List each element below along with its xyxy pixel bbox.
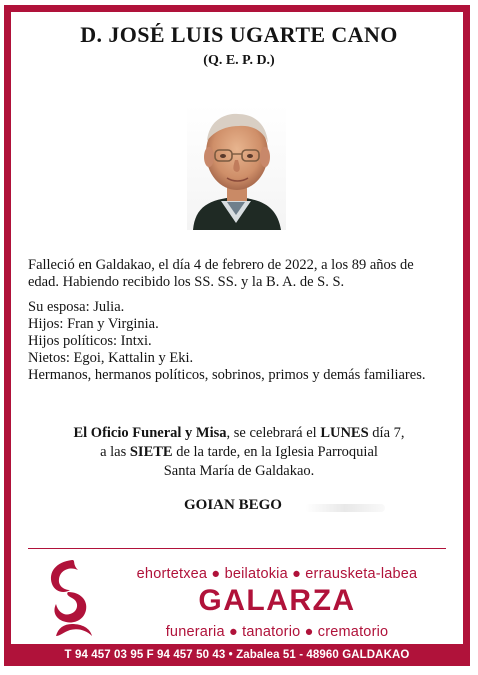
qepd-line: (Q. E. P. D.) bbox=[203, 53, 275, 68]
scan-smudge bbox=[305, 504, 385, 512]
service-line-1 bbox=[0, 424, 478, 443]
services-line-eu: ehortetxea ● beilatokia ● errausketa-labea bbox=[136, 566, 418, 582]
service-text-4: de la tarde, en la Iglesia Parroquial bbox=[172, 444, 378, 460]
death-notice-text: Falleció en Galdakao, el día 4 de febrero de 2022, a los 89 años de edad. Habiendo recibido los SS. SS. y la B. A. de S. S. bbox=[28, 257, 414, 290]
portrait-photo bbox=[187, 105, 286, 230]
family-line-children-in-law: Hijos políticos: Intxi. bbox=[28, 333, 152, 349]
contact-footer: T 94 457 03 95 F 94 457 50 43 • Zabalea 51 - 48960 GALDAKAO bbox=[4, 644, 470, 666]
service-text-2: día 7, bbox=[368, 425, 405, 441]
service-oficio: El Oficio Funeral y Misa bbox=[73, 425, 227, 441]
deceased-name: D. JOSÉ LUIS UGARTE CANO bbox=[80, 22, 398, 47]
galarza-logo-icon bbox=[42, 556, 100, 638]
family-list bbox=[28, 299, 446, 384]
closing-phrase: GOIAN BEGO bbox=[184, 497, 282, 513]
funeral-service-info bbox=[0, 424, 478, 481]
service-day: LUNES bbox=[320, 425, 369, 441]
brand-name: GALARZA bbox=[198, 584, 356, 617]
family-line-children: Hijos: Fran y Virginia. bbox=[28, 316, 159, 332]
service-place: Santa María de Galdakao. bbox=[163, 463, 315, 479]
service-line-2 bbox=[0, 443, 478, 462]
family-line-spouse: Su esposa: Julia. bbox=[28, 299, 125, 315]
family-line-relatives: Hermanos, hermanos políticos, sobrinos, primos y demás familiares. bbox=[28, 367, 426, 383]
services-line-es: funeraria ● tanatorio ● crematorio bbox=[165, 624, 389, 640]
service-text-3: a las bbox=[100, 444, 130, 460]
service-text-1: , se celebrará el bbox=[226, 425, 321, 441]
footer-divider bbox=[28, 548, 446, 549]
notice-body bbox=[28, 257, 446, 394]
service-hour: SIETE bbox=[129, 444, 173, 460]
family-line-grandchildren: Nietos: Egoi, Kattalin y Eki. bbox=[28, 350, 194, 366]
